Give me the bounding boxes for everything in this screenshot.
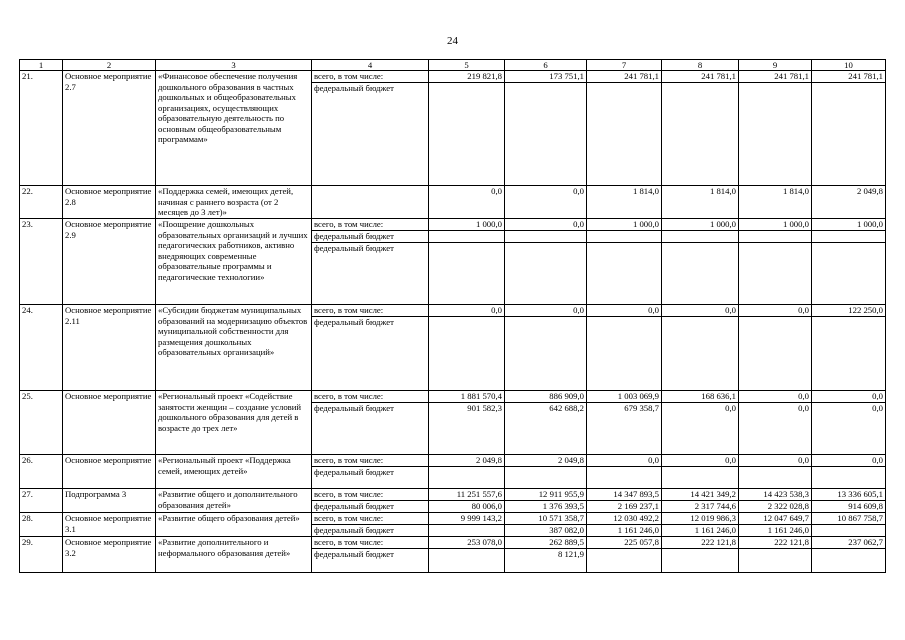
table-row: [20, 391, 886, 455]
funding-source-label: всего, в том числе:: [312, 219, 428, 231]
value-line: 0,0: [587, 455, 661, 467]
value-line: 241 781,1: [587, 71, 661, 83]
value-line: 0,0: [739, 391, 811, 403]
value-cell: [739, 537, 812, 573]
funding-source-label: всего, в том числе:: [312, 305, 428, 317]
value-line: 0,0: [662, 455, 738, 467]
value-line: 219 821,8: [429, 71, 504, 83]
value-line: 253 078,0: [429, 537, 504, 549]
value-line: 173 751,1: [505, 71, 586, 83]
funding-source-cell: [312, 537, 429, 573]
value-line: 914 609,8: [848, 501, 883, 511]
value-line: [812, 549, 885, 560]
value-line: 387 082,0: [549, 525, 584, 535]
activity-name-cell: «Субсидии бюджетам муниципальных образований на модернизацию объектов муниципальной собственности для размещения дошкольных образовательных организаций»: [156, 305, 312, 391]
value-line: 0,0: [812, 455, 885, 467]
funding-source-label: [312, 186, 428, 197]
value-cell: [662, 455, 739, 489]
value-cell: [587, 537, 662, 573]
value-line: 80 006,0: [471, 501, 502, 511]
value-line: 2 317 744,6: [694, 501, 736, 511]
value-cell: [587, 219, 662, 305]
value-line: 0,0: [587, 305, 661, 317]
value-line: 0,0: [739, 305, 811, 317]
value-cell: [429, 513, 505, 537]
value-line: 1 881 570,4: [429, 391, 504, 403]
value-line: 1 003 069,9: [587, 391, 661, 403]
table-row: [20, 537, 886, 573]
value-cell: [429, 186, 505, 219]
value-line: [505, 467, 586, 478]
value-cell: [739, 489, 812, 513]
table-row: [20, 513, 886, 537]
row-number-cell: 28.: [20, 513, 63, 537]
value-cell: [505, 455, 587, 489]
value-line: [429, 525, 504, 536]
header-cell: 6: [505, 60, 587, 71]
value-line: [739, 317, 811, 328]
value-line: [662, 243, 738, 254]
funding-source-cell: [312, 513, 429, 537]
value-line: 1 000,0: [587, 219, 661, 231]
table-row: [20, 305, 886, 391]
value-line: 10 867 758,7: [812, 513, 885, 525]
value-line: 168 636,1: [662, 391, 738, 403]
row-number-cell: 23.: [20, 219, 63, 305]
value-line: [429, 231, 504, 243]
value-line: 122 250,0: [812, 305, 885, 317]
value-cell: [587, 513, 662, 537]
value-line: [587, 317, 661, 328]
value-line: [587, 549, 661, 560]
value-cell: [812, 455, 886, 489]
row-number-cell: 21.: [20, 71, 63, 186]
header-cell: 3: [156, 60, 312, 71]
value-cell: [505, 537, 587, 573]
value-line: 14 423 538,3: [739, 489, 811, 501]
value-line: 222 121,8: [739, 537, 811, 549]
value-line: [739, 467, 811, 478]
value-cell: [429, 219, 505, 305]
funding-source-cell: [312, 489, 429, 513]
funding-source-cell: [312, 186, 429, 219]
value-line: 13 336 605,1: [812, 489, 885, 501]
value-line: 1 814,0: [782, 186, 809, 196]
value-line: 0,0: [812, 391, 885, 403]
activity-type-cell: Основное мероприятие 2.8: [63, 186, 156, 219]
value-cell: [587, 186, 662, 219]
row-number-cell: 22.: [20, 186, 63, 219]
funding-source-label: всего, в том числе:: [312, 391, 428, 403]
value-line: 0,0: [573, 186, 584, 196]
value-line: [739, 231, 811, 243]
activity-type-cell: Подпрограмма 3: [63, 489, 156, 513]
value-line: 237 062,7: [812, 537, 885, 549]
value-line: 2 322 028,8: [767, 501, 809, 511]
funding-source-label: всего, в том числе:: [312, 537, 428, 549]
value-line: [662, 83, 738, 94]
value-line: [505, 317, 586, 328]
value-line: 2 049,8: [429, 455, 504, 467]
value-cell: [812, 305, 886, 391]
value-cell: [587, 71, 662, 186]
value-cell: [739, 219, 812, 305]
value-line: [812, 83, 885, 94]
value-cell: [812, 537, 886, 573]
value-line: [587, 467, 661, 478]
header-cell: 1: [20, 60, 63, 71]
funding-source-label: федеральный бюджет: [314, 317, 394, 327]
value-cell: [662, 513, 739, 537]
value-cell: [662, 186, 739, 219]
value-line: 14 421 349,2: [662, 489, 738, 501]
table-row: [20, 186, 886, 219]
funding-source-label: федеральный бюджет: [314, 467, 394, 477]
value-cell: [429, 489, 505, 513]
value-line: [587, 243, 661, 254]
activity-type-cell: Основное мероприятие: [63, 391, 156, 455]
value-line: 0,0: [429, 305, 504, 317]
value-cell: [662, 391, 739, 455]
funding-source-label: федеральный бюджет: [314, 243, 394, 253]
value-cell: [662, 219, 739, 305]
value-line: [739, 243, 811, 254]
header-row: [20, 60, 886, 71]
row-number-cell: 26.: [20, 455, 63, 489]
value-line: 2 169 237,1: [617, 501, 659, 511]
value-line: 2 049,8: [856, 186, 883, 196]
value-line: [587, 231, 661, 243]
value-line: [812, 317, 885, 328]
value-line: 0,0: [725, 403, 736, 413]
value-cell: [812, 513, 886, 537]
funding-source-label: федеральный бюджет: [312, 231, 428, 243]
activity-type-cell: Основное мероприятие: [63, 455, 156, 489]
funding-source-label: федеральный бюджет: [314, 83, 394, 93]
activity-name-cell: «Развитие общего образования детей»: [156, 513, 312, 537]
value-cell: [429, 455, 505, 489]
value-cell: [812, 219, 886, 305]
header-cell: 10: [812, 60, 886, 71]
value-cell: [429, 305, 505, 391]
value-cell: [505, 71, 587, 186]
value-cell: [587, 391, 662, 455]
value-line: [505, 83, 586, 94]
value-line: 12 047 649,7: [739, 513, 811, 525]
row-number-cell: 27.: [20, 489, 63, 513]
value-cell: [739, 391, 812, 455]
value-line: [812, 243, 885, 254]
value-line: [662, 317, 738, 328]
value-line: [662, 467, 738, 478]
value-cell: [505, 391, 587, 455]
value-line: [429, 549, 504, 560]
value-line: 1 161 246,0: [617, 525, 659, 535]
value-line: 1 814,0: [632, 186, 659, 196]
value-line: 14 347 893,5: [587, 489, 661, 501]
value-cell: [505, 305, 587, 391]
funding-source-label: федеральный бюджет: [314, 501, 394, 511]
value-line: 241 781,1: [812, 71, 885, 83]
value-line: 222 121,8: [662, 537, 738, 549]
value-line: [505, 231, 586, 243]
value-line: 12 030 492,2: [587, 513, 661, 525]
activity-type-cell: Основное мероприятие 3.1: [63, 513, 156, 537]
value-line: 1 000,0: [739, 219, 811, 231]
value-line: [662, 549, 738, 560]
value-cell: [587, 305, 662, 391]
value-line: [812, 525, 885, 536]
value-line: [739, 83, 811, 94]
budget-table: [19, 59, 886, 573]
value-line: 642 688,2: [549, 403, 584, 413]
row-number-cell: 25.: [20, 391, 63, 455]
value-cell: [812, 489, 886, 513]
value-line: 1 000,0: [429, 219, 504, 231]
activity-type-cell: Основное мероприятие 2.9: [63, 219, 156, 305]
table-row: [20, 219, 886, 305]
activity-name-cell: «Региональный проект «Поддержка семей, имеющих детей»: [156, 455, 312, 489]
value-line: [429, 83, 504, 94]
value-cell: [662, 71, 739, 186]
value-line: 679 358,7: [624, 403, 659, 413]
value-line: [587, 83, 661, 94]
activity-name-cell: «Развитие общего и дополнительного образования детей»: [156, 489, 312, 513]
activity-type-cell: Основное мероприятие 3.2: [63, 537, 156, 573]
value-line: 12 019 986,3: [662, 513, 738, 525]
value-line: 0,0: [505, 305, 586, 317]
value-line: 1 161 246,0: [694, 525, 736, 535]
funding-source-label: всего, в том числе:: [312, 489, 428, 501]
page-number: 24: [447, 35, 458, 47]
value-line: 1 000,0: [662, 219, 738, 231]
value-line: [505, 243, 586, 254]
row-number-cell: 29.: [20, 537, 63, 573]
value-cell: [429, 391, 505, 455]
row-number-cell: 24.: [20, 305, 63, 391]
activity-name-cell: «Поддержка семей, имеющих детей, начиная с раннего возраста (от 2 месяцев до 3 лет)»: [156, 186, 312, 219]
header-cell: 8: [662, 60, 739, 71]
value-cell: [662, 305, 739, 391]
value-cell: [587, 489, 662, 513]
table-row: [20, 455, 886, 489]
value-cell: [505, 489, 587, 513]
value-line: 225 057,8: [587, 537, 661, 549]
value-cell: [812, 391, 886, 455]
value-cell: [505, 513, 587, 537]
value-line: 10 571 358,7: [505, 513, 586, 525]
value-line: 241 781,1: [662, 71, 738, 83]
header-cell: 5: [429, 60, 505, 71]
value-line: [662, 231, 738, 243]
value-cell: [739, 305, 812, 391]
value-line: [812, 231, 885, 243]
funding-source-cell: [312, 305, 429, 391]
funding-source-label: федеральный бюджет: [314, 549, 394, 559]
value-line: 0,0: [798, 403, 809, 413]
activity-name-cell: «Поощрение дошкольных образовательных организаций и лучших педагогических работников, активно внедряющих современные образовательные программы и педагогические технологии»: [156, 219, 312, 305]
value-cell: [812, 71, 886, 186]
funding-source-cell: [312, 219, 429, 305]
value-line: 0,0: [505, 219, 586, 231]
activity-name-cell: «Региональный проект «Содействие занятости женщин – создание условий дошкольного образования для детей в возрасте до трех лет»: [156, 391, 312, 455]
value-cell: [739, 71, 812, 186]
value-cell: [739, 186, 812, 219]
funding-source-label: всего, в том числе:: [312, 71, 428, 83]
value-cell: [662, 537, 739, 573]
value-line: 8 121,9: [557, 549, 584, 559]
value-line: 12 911 955,9: [505, 489, 586, 501]
value-cell: [505, 219, 587, 305]
funding-source-cell: [312, 391, 429, 455]
value-line: 1 000,0: [812, 219, 885, 231]
value-cell: [812, 186, 886, 219]
value-cell: [505, 186, 587, 219]
value-line: [429, 243, 504, 254]
activity-type-cell: Основное мероприятие 2.11: [63, 305, 156, 391]
value-line: [812, 467, 885, 478]
value-line: 0,0: [491, 186, 502, 196]
value-line: 0,0: [662, 305, 738, 317]
value-line: 0,0: [739, 455, 811, 467]
value-cell: [739, 513, 812, 537]
value-line: 241 781,1: [739, 71, 811, 83]
value-cell: [429, 537, 505, 573]
header-cell: 4: [312, 60, 429, 71]
funding-source-label: всего, в том числе:: [312, 513, 428, 525]
value-cell: [429, 71, 505, 186]
value-line: 1 814,0: [709, 186, 736, 196]
funding-source-cell: [312, 455, 429, 489]
value-line: 9 999 143,2: [429, 513, 504, 525]
funding-source-label: всего, в том числе:: [312, 455, 428, 467]
activity-name-cell: «Развитие дополнительного и неформального образования детей»: [156, 537, 312, 573]
value-line: 886 909,0: [505, 391, 586, 403]
value-line: 1 161 246,0: [767, 525, 809, 535]
value-cell: [587, 455, 662, 489]
value-line: [739, 549, 811, 560]
value-line: 11 251 557,6: [429, 489, 504, 501]
value-line: 2 049,8: [505, 455, 586, 467]
activity-type-cell: Основное мероприятие 2.7: [63, 71, 156, 186]
header-cell: 7: [587, 60, 662, 71]
funding-source-label: федеральный бюджет: [314, 403, 394, 413]
value-cell: [739, 455, 812, 489]
activity-name-cell: «Финансовое обеспечение получения дошкольного образования в частных дошкольных и общеобразовательных организациях, осуществляющих образовательную деятельность по основным общеобразовательным программам»: [156, 71, 312, 186]
value-line: 0,0: [872, 403, 883, 413]
table-row: [20, 71, 886, 186]
table-row: [20, 489, 886, 513]
value-line: 901 582,3: [467, 403, 502, 413]
value-line: [429, 317, 504, 328]
header-cell: 9: [739, 60, 812, 71]
header-cell: 2: [63, 60, 156, 71]
value-line: [429, 467, 504, 478]
funding-source-label: федеральный бюджет: [314, 525, 394, 535]
value-cell: [662, 489, 739, 513]
value-line: 262 889,5: [505, 537, 586, 549]
funding-source-cell: [312, 71, 429, 186]
value-line: 1 376 393,5: [542, 501, 584, 511]
